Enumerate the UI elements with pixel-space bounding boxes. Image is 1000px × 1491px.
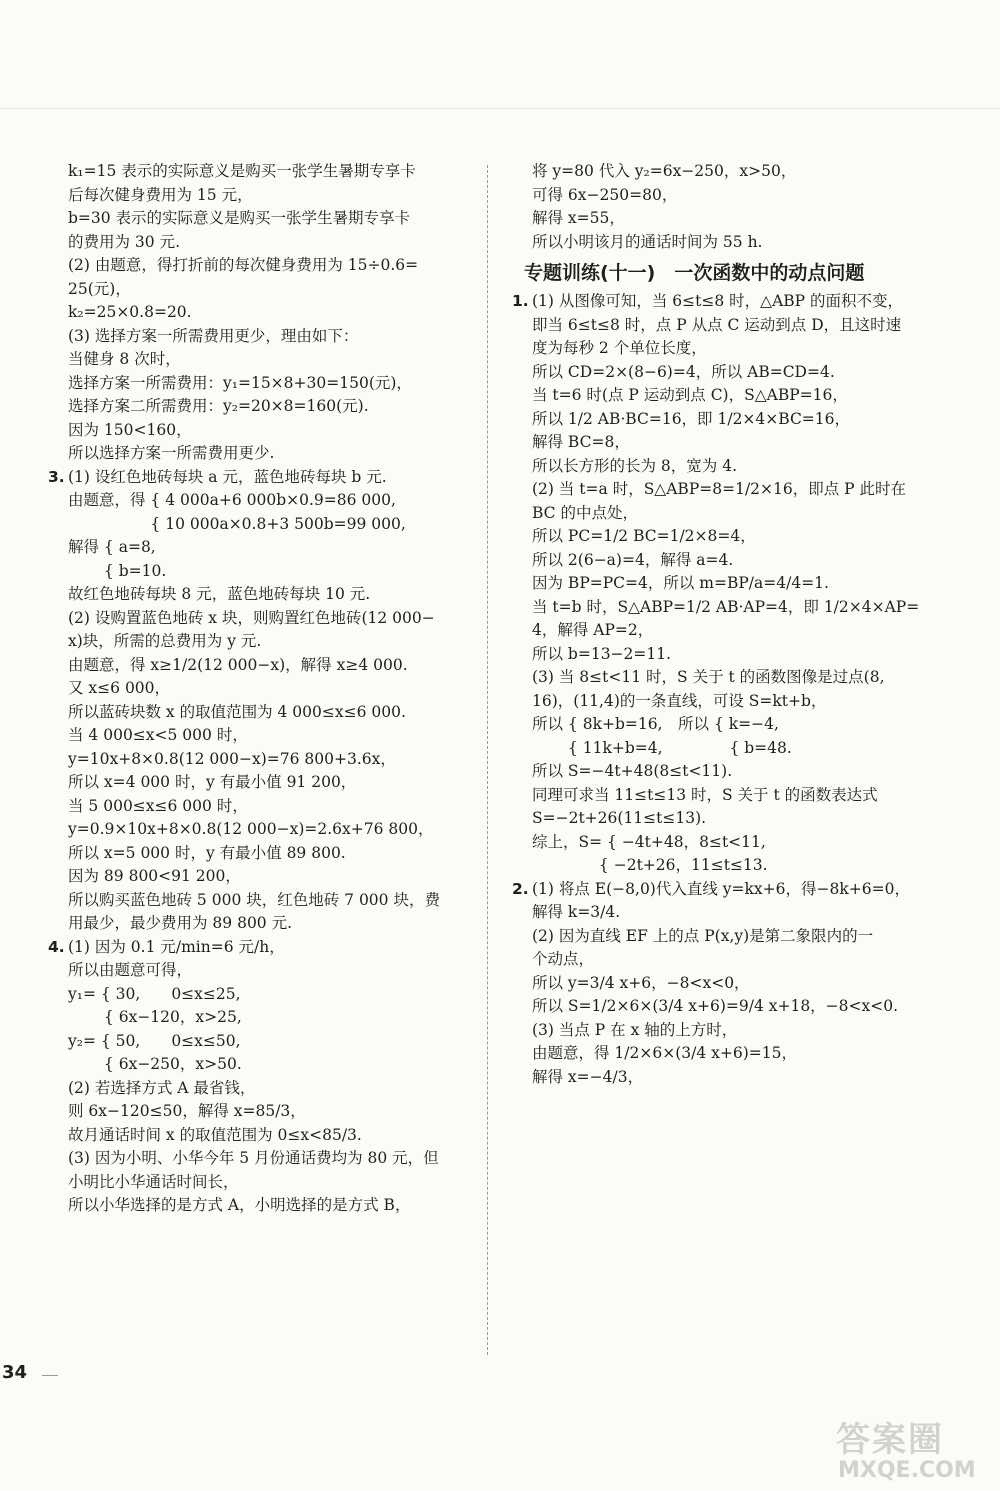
page-number: 34	[2, 1362, 28, 1383]
text-line: { 11k+b=4, { b=48.	[532, 738, 792, 757]
text-line: S=−2t+26(11≤t≤13).	[532, 809, 707, 827]
text-line: 所以 2(6−a)=4，解得 a=4.	[532, 550, 734, 569]
text-line: 因为 150<160，	[68, 420, 192, 439]
text-line: 故红色地砖每块 8 元，蓝色地砖每块 10 元.	[68, 585, 371, 603]
text-line: y₁= { 30, 0≤x≤25,	[68, 984, 241, 1003]
text-line: 所以小明该月的通话时间为 55 h.	[532, 232, 763, 251]
text-line: 所以 S=1/2×6×(3/4 x+6)=9/4 x+18，−8<x<0.	[532, 997, 899, 1015]
text-line: (3) 选择方案一所需费用更少，理由如下：	[68, 326, 359, 345]
text-line: 所以 x=4 000 时，y 有最小值 91 200，	[68, 773, 357, 791]
text-line: { 6x−250，x>50.	[68, 1055, 242, 1073]
text-line: 因为 89 800<91 200，	[68, 867, 241, 885]
text-line: 解得 { a=8,	[68, 538, 156, 556]
top-rule	[0, 108, 1000, 109]
text-line: 所以小华选择的是方式 A，小明选择的是方式 B，	[68, 1196, 411, 1214]
left-column	[48, 160, 468, 1218]
text-line: 所以由题意可得，	[68, 961, 193, 979]
text-line: 同理可求当 11≤t≤13 时，S 关于 t 的函数表达式	[532, 785, 878, 804]
section-title: 专题训练(十一) 一次函数中的动点问题	[524, 262, 865, 284]
text-line: { b=10.	[68, 561, 167, 580]
text-line: k₁=15 表示的实际意义是购买一张学生暑期专享卡	[68, 162, 416, 180]
text-line: 又 x≤6 000，	[68, 679, 171, 697]
text-line: (2) 若选择方式 A 最省钱，	[68, 1078, 256, 1097]
text-line: (2) 当 t=a 时，S△ABP=8=1/2×16，即点 P 此时在	[532, 480, 907, 498]
text-line: 解得 BC=8，	[532, 433, 630, 451]
problem-2-start	[512, 878, 932, 902]
text-line: y₂= { 50, 0≤x≤50,	[68, 1031, 241, 1050]
text-line: { −2t+26，11≤t≤13.	[532, 856, 768, 874]
text-line: 当 t=b 时，S△ABP=1/2 AB·AP=4，即 1/2×4×AP=	[532, 597, 920, 616]
text-line: 4，解得 AP=2，	[532, 621, 654, 639]
text-line: k₂=25×0.8=20.	[68, 303, 192, 321]
text-line: 选择方案二所需费用：y₂=20×8=160(元).	[68, 397, 369, 415]
text-line: 用最少，最少费用为 89 800 元.	[68, 914, 293, 932]
column-divider	[487, 165, 488, 1355]
problem-number: 2.	[512, 879, 529, 898]
text-line: 所以 x=5 000 时，y 有最小值 89 800.	[68, 843, 346, 862]
text-line: 可得 6x−250=80，	[532, 185, 678, 204]
text-line: 16)，(11,4)的一条直线，可设 S=kt+b，	[532, 691, 827, 710]
text-line: (1) 从图像可知，当 6≤t≤8 时，△ABP 的面积不变，	[532, 292, 904, 310]
text-line: 解得 x=−4/3，	[532, 1067, 644, 1086]
text-line: 小明比小华通话时间长，	[68, 1172, 239, 1191]
text-line: y=0.9×10x+8×0.8(12 000−x)=2.6x+76 800，	[68, 820, 434, 838]
text-line: 因为 BP=PC=4，所以 m=BP/a=4/4=1.	[532, 574, 829, 592]
problem-1-start	[512, 290, 932, 314]
text-line: 所以 y=3/4 x+6，−8<x<0，	[532, 973, 750, 992]
watermark	[836, 1412, 996, 1488]
text-line: (1) 将点 E(−8,0)代入直线 y=kx+6，得−8k+6=0，	[532, 879, 910, 898]
page-number-rule	[42, 1375, 58, 1376]
text-line: 则 6x−120≤50，解得 x=85/3，	[68, 1102, 306, 1120]
text-line: 当 5 000≤x≤6 000 时，	[68, 796, 248, 815]
text-line: 的费用为 30 元.	[68, 232, 181, 251]
text-line: 故月通话时间 x 的取值范围为 0≤x<85/3.	[68, 1125, 362, 1144]
text-line: 所以 b=13−2=11.	[532, 644, 672, 663]
text-line: 选择方案一所需费用：y₁=15×8+30=150(元)，	[68, 373, 412, 392]
text-line: 由题意，得 1/2×6×(3/4 x+6)=15，	[532, 1044, 797, 1062]
problem-3-start	[48, 466, 468, 490]
text-line: 当 t=6 时(点 P 运动到点 C)，S△ABP=16，	[532, 386, 848, 404]
text-line: 所以选择方案一所需费用更少.	[68, 444, 275, 462]
text-line: (2) 设购置蓝色地砖 x 块，则购置红色地砖(12 000−	[68, 608, 435, 627]
text-line: 所以蓝砖块数 x 的取值范围为 4 000≤x≤6 000.	[68, 702, 406, 721]
text-line: 当 4 000≤x<5 000 时，	[68, 726, 248, 744]
text-line: 度为每秒 2 个单位长度，	[532, 339, 707, 357]
text-line: (3) 当 8≤t<11 时，S 关于 t 的函数图像是过点(8,	[532, 668, 885, 686]
watermark-logo: 答案圈	[836, 1420, 944, 1460]
problem-number: 4.	[48, 937, 65, 956]
problem-number: 1.	[512, 292, 529, 310]
text-line: 所以 S=−4t+48(8≤t<11).	[532, 762, 733, 780]
problem-number: 3.	[48, 467, 65, 486]
problem-4-start	[48, 936, 468, 960]
text-line: 所以 CD=2×(8−6)=4，所以 AB=CD=4.	[532, 362, 835, 381]
text-line: 综上，S= { −4t+48，8≤t<11,	[532, 832, 766, 851]
text-line: x)块，所需的总费用为 y 元.	[68, 632, 262, 650]
text-line: (3) 因为小明、小华今年 5 月份通话费均为 80 元，但	[68, 1149, 439, 1167]
text-line: (1) 设红色地砖每块 a 元，蓝色地砖每块 b 元.	[68, 467, 387, 486]
text-line: BC 的中点处，	[532, 503, 638, 522]
text-line: b=30 表示的实际意义是购买一张学生暑期专享卡	[68, 209, 411, 227]
text-line: 所以 PC=1/2 BC=1/2×8=4，	[532, 527, 756, 545]
text-line: { 10 000a×0.8+3 500b=99 000,	[68, 514, 406, 533]
text-line: 即当 6≤t≤8 时，点 P 从点 C 运动到点 D，且这时速	[532, 315, 902, 334]
text-line: 由题意，得 { 4 000a+6 000b×0.9=86 000,	[68, 491, 396, 509]
text-line: 所以 1/2 AB·BC=16，即 1/2×4×BC=16，	[532, 409, 851, 428]
right-column	[512, 160, 932, 1089]
text-line: (2) 因为直线 EF 上的点 P(x,y)是第二象限内的一	[532, 926, 874, 945]
text-line: 所以 { 8k+b=16, 所以 { k=−4,	[532, 715, 779, 733]
text-line: 将 y=80 代入 y₂=6x−250，x>50，	[532, 162, 797, 180]
text-line: 解得 x=55，	[532, 209, 625, 227]
text-line: 解得 k=3/4.	[532, 903, 621, 921]
text-line: (1) 因为 0.1 元/min=6 元/h，	[68, 937, 285, 956]
text-line: 所以长方形的长为 8，宽为 4.	[532, 456, 738, 475]
text-line: 个动点，	[532, 950, 595, 968]
text-line: 25(元)，	[68, 279, 131, 298]
text-line: y=10x+8×0.8(12 000−x)=76 800+3.6x，	[68, 749, 396, 768]
watermark-url: MXQE.COM	[838, 1458, 976, 1483]
text-line: 当健身 8 次时，	[68, 350, 181, 368]
text-line: { 6x−120，x>25,	[68, 1008, 242, 1026]
text-line: 后每次健身费用为 15 元，	[68, 185, 253, 204]
text-line: (3) 当点 P 在 x 轴的上方时，	[532, 1020, 738, 1039]
text-line: 由题意，得 x≥1/2(12 000−x)，解得 x≥4 000.	[68, 655, 408, 674]
text-line: (2) 由题意，得打折前的每次健身费用为 15÷0.6=	[68, 256, 419, 274]
text-line: 所以购买蓝色地砖 5 000 块，红色地砖 7 000 块，费	[68, 890, 440, 909]
